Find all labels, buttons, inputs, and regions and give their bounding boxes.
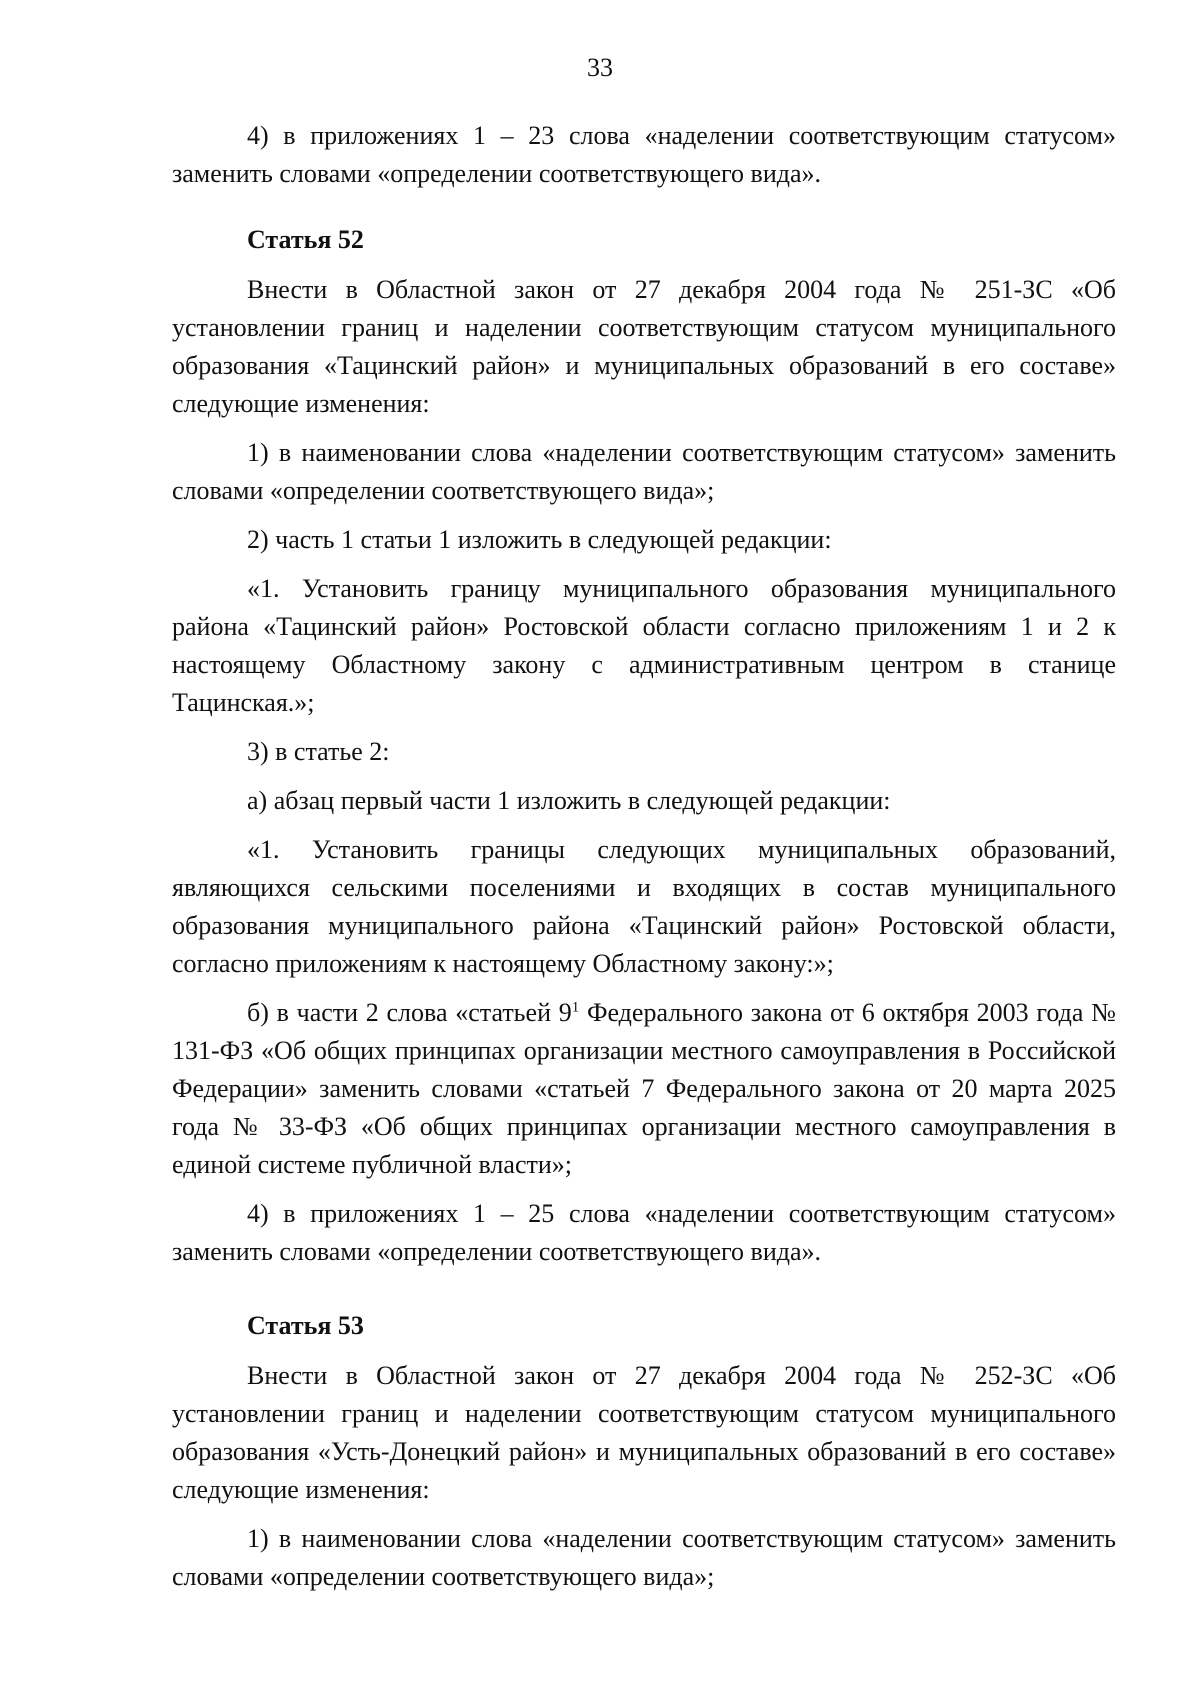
page-number: 33 bbox=[587, 53, 613, 82]
paragraph-3b-text-before: б) в части 2 слова «статьей 9 bbox=[247, 998, 572, 1027]
paragraph-article-52-item-3: 3) в статье 2: bbox=[247, 737, 390, 766]
paragraph-3b-text-after: Федерального закона от 6 октября 2003 года № 131-ФЗ «Об общих принципах организации местного самоуправления в Российской Федерации» заменить словами «статьей 7 Федерального закона от 20 марта 2025 года № 33-ФЗ «Об общих принципах организации местного самоуправления в единой системе публичной власти»; bbox=[172, 998, 1116, 1179]
paragraph-article-52-item-4: 4) в приложениях 1 – 25 слова «наделении соответствующим статусом» заменить словами «определении соответствующего вида». bbox=[172, 1199, 1116, 1266]
paragraph-article-52-item-3b bbox=[172, 994, 1116, 1184]
paragraph-article-52-item-1: 1) в наименовании слова «наделении соответствующим статусом» заменить словами «определении соответствующего вида»; bbox=[172, 438, 1116, 505]
paragraph-amendment-4-appendices-1-23: 4) в приложениях 1 – 23 слова «наделении соответствующим статусом» заменить словами «определении соответствующего вида». bbox=[172, 121, 1116, 188]
paragraph-article-52-item-2: 2) часть 1 статьи 1 изложить в следующей редакции: bbox=[247, 525, 832, 554]
article-52-heading: Статья 52 bbox=[247, 225, 364, 254]
document-body bbox=[172, 117, 1116, 1607]
paragraph-article-52-item-3a: а) абзац первый части 1 изложить в следующей редакции: bbox=[247, 786, 891, 815]
article-53-heading: Статья 53 bbox=[247, 1311, 364, 1340]
paragraph-article-52-quote-2: «1. Установить границы следующих муниципальных образований, являющихся сельскими поселениями и входящих в состав муниципального образования муниципального района «Тацинский район» Ростовской области, согласно приложениям к настоящему Областному закону:»; bbox=[172, 835, 1116, 978]
superscript-1: 1 bbox=[571, 999, 580, 1016]
paragraph-article-52-intro: Внести в Областной закон от 27 декабря 2004 года № 251-ЗС «Об установлении границ и наделении соответствующим статусом муниципального образования «Тацинский район» и муниципальных образований в его составе» следующие изменения: bbox=[172, 275, 1116, 418]
paragraph-article-52-quote-1: «1. Установить границу муниципального образования муниципального района «Тацинский район» Ростовской области согласно приложениям 1 и 2 к настоящему Областному закону с административным центром в станице Тацинская.»; bbox=[172, 574, 1116, 717]
paragraph-article-53-item-1: 1) в наименовании слова «наделении соответствующим статусом» заменить словами «определении соответствующего вида»; bbox=[172, 1524, 1116, 1591]
paragraph-article-53-intro: Внести в Областной закон от 27 декабря 2004 года № 252-ЗС «Об установлении границ и наделении соответствующим статусом муниципального образования «Усть-Донецкий район» и муниципальных образований в его составе» следующие изменения: bbox=[172, 1361, 1116, 1504]
